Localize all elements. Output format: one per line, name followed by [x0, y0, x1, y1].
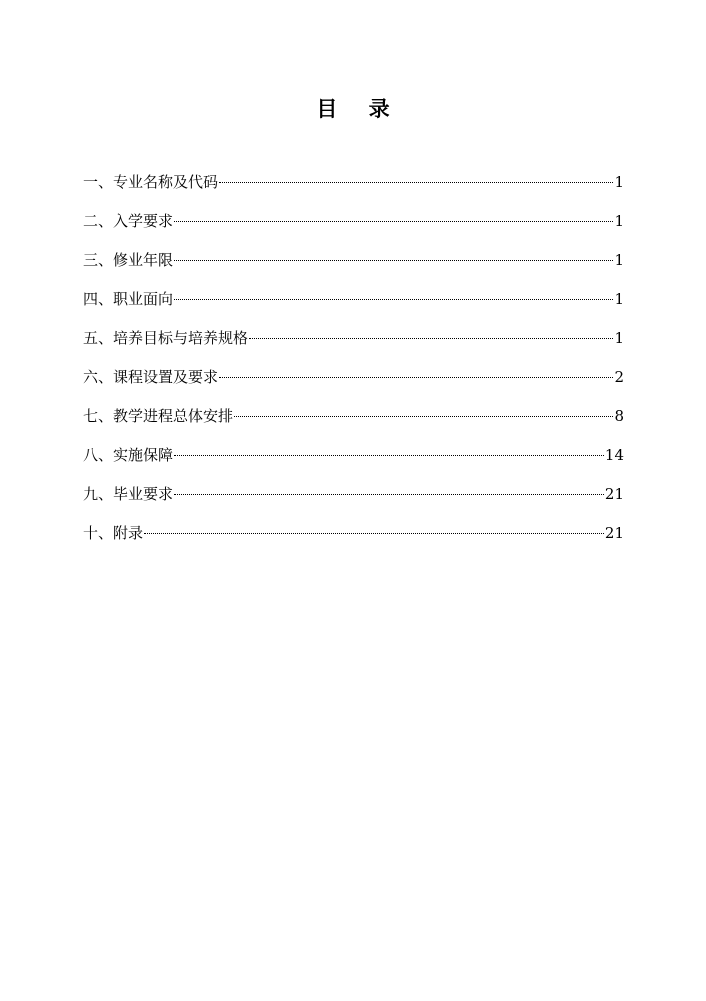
toc-entry-label: 八、实施保障: [83, 446, 174, 464]
toc-entry[interactable]: [83, 322, 624, 361]
toc-entry[interactable]: [83, 400, 624, 439]
toc-entry-page: 14: [604, 446, 624, 464]
toc-entry[interactable]: [83, 205, 624, 244]
toc-entry-label: 二、入学要求: [83, 212, 174, 230]
dot-leader: [234, 416, 613, 417]
toc-entry-label: 七、教学进程总体安排: [83, 407, 234, 425]
dot-leader: [174, 455, 604, 456]
toc-entry-page: 1: [614, 251, 624, 269]
toc-entry[interactable]: [83, 244, 624, 283]
toc-entry[interactable]: [83, 517, 624, 556]
toc-entry-page: 1: [614, 212, 624, 230]
dot-leader: [174, 299, 613, 300]
dot-leader: [249, 338, 613, 339]
toc-entry[interactable]: [83, 439, 624, 478]
toc-entry-label: 一、专业名称及代码: [83, 173, 219, 191]
toc-entry-label: 五、培养目标与培养规格: [83, 329, 249, 347]
toc-entry[interactable]: [83, 283, 624, 322]
toc-entry-label: 六、课程设置及要求: [83, 368, 219, 386]
table-of-contents: [83, 166, 624, 556]
toc-entry[interactable]: [83, 166, 624, 205]
dot-leader: [219, 182, 613, 183]
toc-entry[interactable]: [83, 478, 624, 517]
dot-leader: [174, 494, 604, 495]
dot-leader: [144, 533, 604, 534]
toc-entry-page: 1: [614, 329, 624, 347]
toc-entry-label: 三、修业年限: [83, 251, 174, 269]
toc-entry-label: 九、毕业要求: [83, 485, 174, 503]
toc-entry-page: 1: [614, 290, 624, 308]
toc-entry-page: 2: [614, 368, 624, 386]
toc-entry-page: 8: [614, 407, 624, 425]
toc-entry-page: 21: [604, 485, 624, 503]
toc-entry-page: 1: [614, 173, 624, 191]
dot-leader: [219, 377, 613, 378]
dot-leader: [174, 221, 613, 222]
page-title: 目 录: [316, 97, 402, 121]
dot-leader: [174, 260, 613, 261]
toc-entry-page: 21: [604, 524, 624, 542]
toc-entry[interactable]: [83, 361, 624, 400]
toc-entry-label: 四、职业面向: [83, 290, 174, 308]
toc-entry-label: 十、附录: [83, 524, 144, 542]
